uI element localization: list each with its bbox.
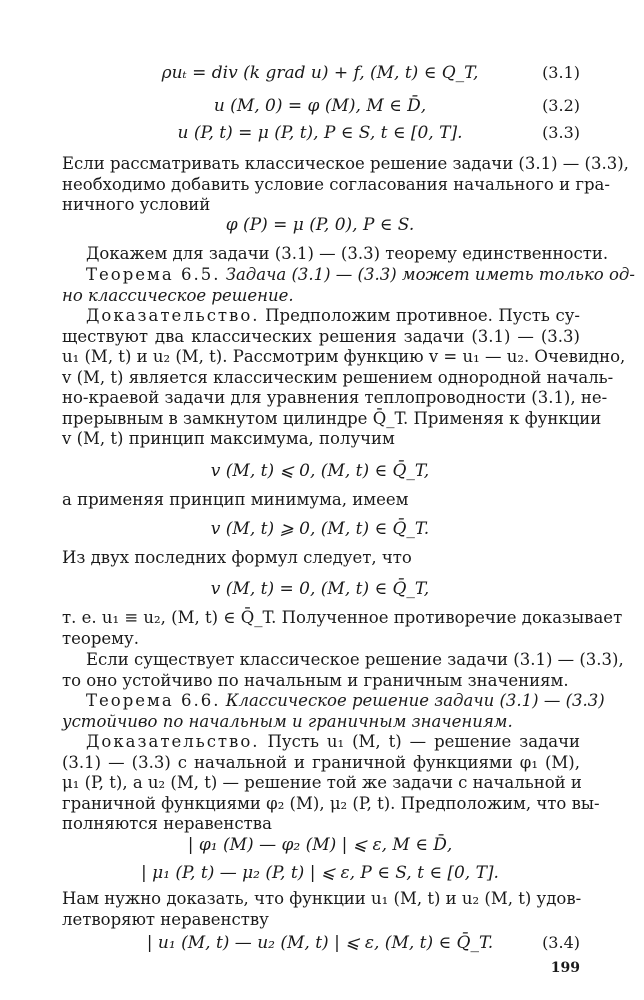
text-line: Если рассматривать классическое решение задачи (3.1) — (3.3), xyxy=(62,154,629,173)
proof-label: Доказательство. xyxy=(86,732,260,751)
text-line: ничного условий xyxy=(62,195,211,214)
paragraph-uniqueness xyxy=(62,244,609,265)
equation-body: | φ₁ (M) — φ₂ (M) | ⩽ ε, M ∈ D̄, xyxy=(187,835,453,855)
text-line: устойчиво по начальным и граничным значениям. xyxy=(62,711,513,731)
text-line: необходимо добавить условие согласования начального и гра- xyxy=(62,174,610,194)
paragraph-need xyxy=(62,889,580,930)
equation-body: | μ₁ (P, t) — μ₂ (P, t) | ⩽ ε, P ∈ S, t ∈ [0, T]. xyxy=(141,863,499,883)
text-line xyxy=(62,265,635,286)
page-number: 199 xyxy=(550,960,580,976)
equation-body: u (M, 0) = φ (M), M ∈ D̄, xyxy=(213,96,427,116)
theorem-6-5 xyxy=(62,265,635,306)
text-line: а применяя принцип минимума, имеем xyxy=(62,490,409,509)
paragraph-stability xyxy=(62,650,624,691)
equation-body: v (M, t) ⩾ 0, (M, t) ∈ Q̄_T. xyxy=(210,519,430,539)
equation-estimate-initial xyxy=(60,834,580,856)
text-line: теорему. xyxy=(62,628,139,648)
text-line: полняются неравенства xyxy=(62,814,272,833)
equation-number: (3.1) xyxy=(542,63,580,82)
equation-zero xyxy=(60,578,580,600)
text-line: но-краевой задачи для уравнения теплопроводности (3.1), не- xyxy=(62,388,608,407)
text-line xyxy=(62,306,580,327)
text-line: v (M, t) является классическим решением однородной началь- xyxy=(62,367,614,387)
equation-3-3 xyxy=(60,122,580,144)
text-line: Из двух последних формул следует, что xyxy=(62,548,412,567)
text-fragment: Пусть u₁ (M, t) — решение задачи xyxy=(267,732,580,751)
theorem-6-6 xyxy=(62,691,605,732)
equation-number: (3.3) xyxy=(542,123,580,142)
equation-body: v (M, t) = 0, (M, t) ∈ Q̄_T, xyxy=(210,579,430,599)
text-line: Если существует классическое решение задачи (3.1) — (3.3), xyxy=(86,650,624,669)
text-line: прерывным в замкнутом цилиндре Q̄_T. Применяя к функции xyxy=(62,408,602,428)
paragraph-min-principle xyxy=(62,490,580,511)
equation-max-principle xyxy=(60,460,580,482)
equation-body: ρuₜ = div (k grad u) + f, (M, t) ∈ Q_T, xyxy=(161,63,479,83)
equation-body: | u₁ (M, t) — u₂ (M, t) | ⩽ ε, (M, t) ∈ Q̄_T. xyxy=(146,933,494,953)
text-line xyxy=(62,732,580,753)
text-line: v (M, t) принцип максимума, получим xyxy=(62,429,395,448)
paragraph-contradiction xyxy=(62,608,623,649)
text-line: ществуют два классических решения задачи (3.1) — (3.3) xyxy=(62,326,580,346)
text-line: μ₁ (P, t), а u₂ (M, t) — решение той же задачи с начальной и xyxy=(62,773,582,792)
proof-label: Доказательство. xyxy=(86,306,260,325)
text-line: т. е. u₁ ≡ u₂, (M, t) ∈ Q̄_T. Полученное противоречие доказывает xyxy=(62,608,623,627)
text-line: то оно устойчиво по начальным и граничным значениям. xyxy=(62,670,569,690)
equation-number: (3.2) xyxy=(542,96,580,115)
proof-6-6 xyxy=(62,732,600,835)
equation-3-1 xyxy=(60,62,580,84)
text-line: летворяют неравенству xyxy=(62,909,269,929)
text-line: Нам нужно доказать, что функции u₁ (M, t) и u₂ (M, t) удов- xyxy=(62,889,582,908)
theorem-text: Задача (3.1) — (3.3) может иметь только од- xyxy=(225,265,635,284)
text-line: граничной функциями φ₂ (M), μ₂ (P, t). Предположим, что вы- xyxy=(62,793,600,813)
equation-estimate-boundary xyxy=(60,862,580,884)
equation-compatibility xyxy=(60,214,580,236)
text-line xyxy=(62,691,605,712)
equation-min-principle xyxy=(60,518,580,540)
proof-6-5 xyxy=(62,306,626,450)
equation-body: φ (P) = μ (P, 0), P ∈ S. xyxy=(225,215,415,235)
text-line: но классическое решение. xyxy=(62,285,294,305)
equation-number: (3.4) xyxy=(542,933,580,952)
text-fragment: Предположим противное. Пусть су- xyxy=(265,306,580,325)
equation-3-2 xyxy=(60,95,580,117)
equation-body: u (P, t) = μ (P, t), P ∈ S, t ∈ [0, T]. xyxy=(177,123,463,143)
equation-3-4 xyxy=(60,932,580,954)
text-line: (3.1) — (3.3) с начальной и граничной функциями φ₁ (M), xyxy=(62,752,580,772)
paragraph-compatibility xyxy=(62,154,629,216)
paragraph-follows xyxy=(62,548,580,569)
theorem-text: Классическое решение задачи (3.1) — (3.3) xyxy=(225,691,605,710)
text-line: Докажем для задачи (3.1) — (3.3) теорему единственности. xyxy=(86,244,609,263)
text-line: u₁ (M, t) и u₂ (M, t). Рассмотрим функцию v = u₁ — u₂. Очевидно, xyxy=(62,347,626,366)
equation-body: v (M, t) ⩽ 0, (M, t) ∈ Q̄_T, xyxy=(210,461,430,481)
theorem-label: Теорема 6.5. xyxy=(86,265,221,284)
theorem-label: Теорема 6.6. xyxy=(86,691,221,710)
